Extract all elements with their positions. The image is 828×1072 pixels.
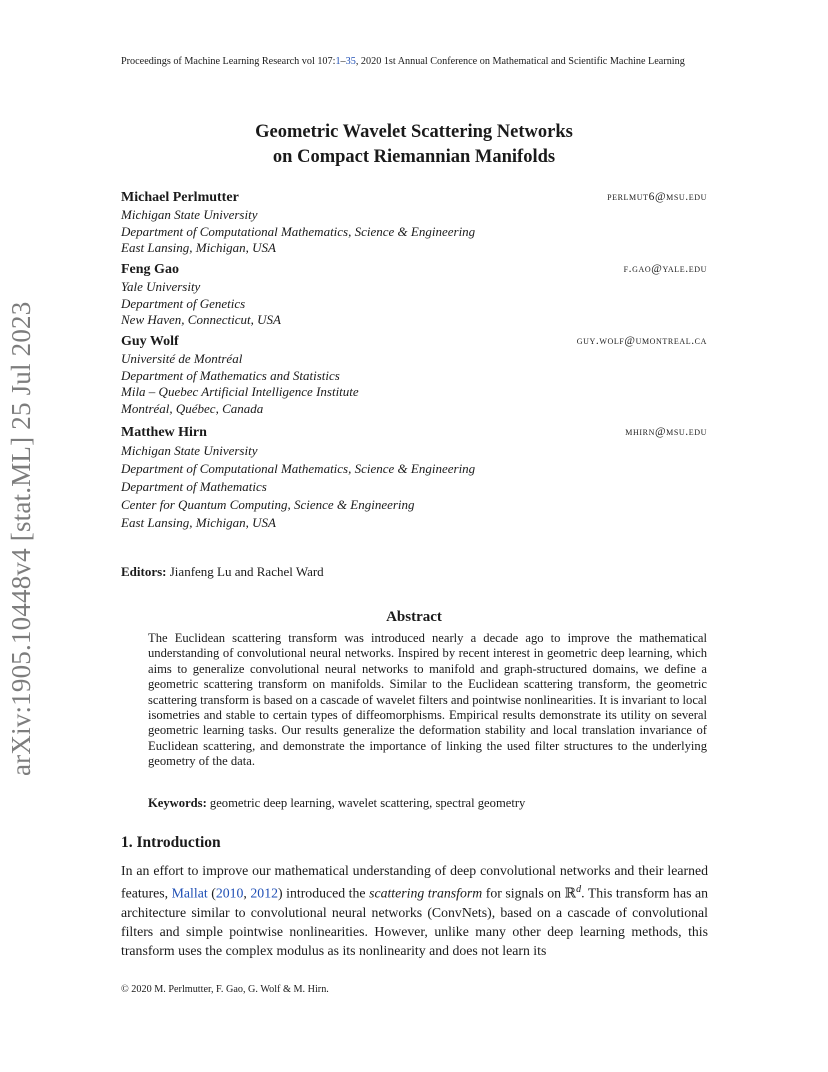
author-name: Guy Wolf xyxy=(121,334,179,349)
abstract-heading: Abstract xyxy=(386,609,442,625)
intro-text-1: In an effort to improve our mathematical understanding of deep convolutional networks and their learned features, xyxy=(121,863,708,901)
cite-comma: , xyxy=(243,885,251,901)
affiliation-line: East Lansing, Michigan, USA xyxy=(121,515,276,530)
affiliation-line: Mila – Quebec Artificial Intelligence Institute xyxy=(121,384,359,399)
emphasized-term: scattering transform xyxy=(369,885,483,901)
paper-title xyxy=(0,120,828,170)
keywords-line xyxy=(148,796,525,811)
affiliation-line: Department of Genetics xyxy=(121,295,246,311)
affiliation-line: Center for Quantum Computing, Science & Engineering xyxy=(121,497,415,512)
author-name: Feng Gao xyxy=(121,262,179,277)
author-email[interactable]: mhirn@msu.edu xyxy=(625,426,707,438)
math-superscript-d: d xyxy=(576,884,582,896)
intro-text-3: for signals on xyxy=(482,885,565,901)
title-line-2: on Compact Riemannian Manifolds xyxy=(272,147,556,167)
affiliation-line: Department of Mathematics and Statistics xyxy=(121,367,340,383)
author-block xyxy=(121,333,707,417)
running-head xyxy=(121,56,685,67)
affiliation-line: East Lansing, Michigan, USA xyxy=(121,240,276,255)
affiliation-line: Department of Computational Mathematics, Science & Engineering xyxy=(121,223,476,239)
math-real-symbol: ℝ xyxy=(564,885,577,901)
affiliation-line: Michigan State University xyxy=(121,207,258,222)
keywords-text: geometric deep learning, wavelet scattering, spectral geometry xyxy=(206,796,526,810)
arxiv-stamp-text: arXiv:1905.10448v4 [stat.ML] 25 Jul 2023 xyxy=(6,301,36,776)
affiliation-line: New Haven, Connecticut, USA xyxy=(121,312,281,327)
affiliation-line: Department of Computational Mathematics, Science & Engineering xyxy=(121,461,476,476)
cite-open-paren: ( xyxy=(207,885,216,901)
affiliation-line: Yale University xyxy=(121,279,201,294)
author-name: Michael Perlmutter xyxy=(121,190,239,205)
citation-year-link[interactable]: 2012 xyxy=(250,885,278,901)
page-range-dash: – xyxy=(340,56,346,67)
author-block xyxy=(121,189,707,257)
editors-label: Editors: xyxy=(121,564,167,579)
author-block xyxy=(121,261,707,329)
author-block xyxy=(121,424,707,532)
author-email[interactable]: guy.wolf@umontreal.ca xyxy=(576,335,707,347)
intro-text-4: . This transform has an architecture similar to convolutional neural networks (ConvNets), based on a cascade of convolutional filters and simple pointwise nonlinearities. However, unlike many other deep learning methods, this transform uses the complex modulus as its nonlinearity and does not learn its xyxy=(121,885,709,959)
affiliation-line: Université de Montréal xyxy=(121,351,243,366)
citation-author-link[interactable]: Mallat xyxy=(171,885,208,901)
author-email[interactable]: f.gao@yale.edu xyxy=(623,263,707,275)
intro-text-2: ) introduced the xyxy=(278,885,370,901)
keywords-label: Keywords: xyxy=(148,796,207,810)
abstract-body: The Euclidean scattering transform was introduced nearly a decade ago to improve the mathematical understanding of convolutional neural networks. Inspired by recent interest in geometric deep learning, which aims to generalize convolutional neural networks to manifold and graph-structured domains, we define a geometric scattering transform on manifolds. Similar to the Euclidean scattering transform, the geometric scattering transform is based on a cascade of wavelet filters and pointwise nonlinearities. It is invariant to local isometries and stable to certain types of diffeomorphisms. Empirical results demonstrate its utility on several geometric learning tasks. Our results generalize the deformation stability and local translation invariance of Euclidean scattering, and demonstrate the importance of linking the used filter structures to the underlying geometry of the data. xyxy=(148,631,707,769)
section-heading: 1. Introduction xyxy=(121,834,221,851)
author-email[interactable]: perlmut6@msu.edu xyxy=(607,191,707,203)
intro-paragraph xyxy=(121,861,708,961)
affiliation-line: Montréal, Québec, Canada xyxy=(121,400,264,416)
running-head-prefix: Proceedings of Machine Learning Research vol 107: xyxy=(121,56,336,67)
title-line-1: Geometric Wavelet Scattering Networks xyxy=(255,122,573,142)
citation-year-link[interactable]: 2010 xyxy=(215,885,244,901)
running-head-suffix: , 2020 1st Annual Conference on Mathematical and Scientific Machine Learning xyxy=(355,56,685,67)
author-name: Matthew Hirn xyxy=(121,425,207,440)
editors-line xyxy=(121,564,324,580)
affiliation-line: Michigan State University xyxy=(121,443,258,458)
affiliation-line: Department of Mathematics xyxy=(121,479,267,494)
page-end-link[interactable]: 35 xyxy=(345,56,356,67)
editors-names: Jianfeng Lu and Rachel Ward xyxy=(166,564,324,579)
page-start-link[interactable]: 1 xyxy=(335,56,341,67)
copyright-footer: © 2020 M. Perlmutter, F. Gao, G. Wolf & M. Hirn. xyxy=(121,984,329,995)
